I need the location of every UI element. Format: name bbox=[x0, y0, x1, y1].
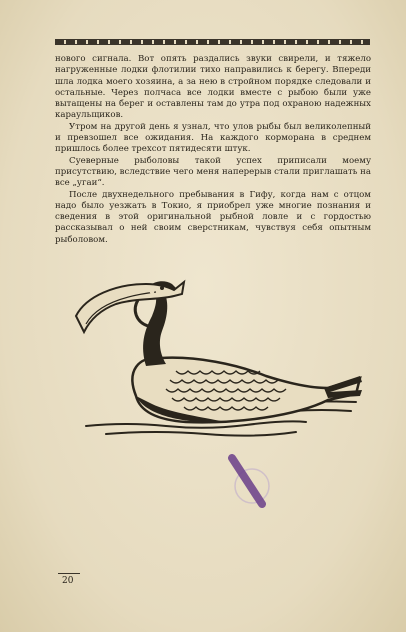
paragraph-1: нового сигнала. Вот опять раздались звуки свирели, и тяжело нагруженные лодки флотилии тихо направились к берегу. Впереди шла лодка моего хозяина, а за нею в стройном порядке следовали и остальные. Через полчаса все лодки вместе с рыбою были уже вытащены на берег и оставлены там до утра под охраною надежных караульщиков. bbox=[55, 54, 371, 121]
ornament-bar bbox=[55, 39, 370, 45]
paragraph-3: Суеверные рыболовы такой успех приписали моему присутствию, вследствие чего меня наперерыв стали приглашать на все „угаи“. bbox=[55, 155, 371, 189]
cormorant-illustration bbox=[66, 276, 362, 441]
page-number: 20 bbox=[62, 576, 74, 586]
page-number-rule bbox=[58, 573, 80, 574]
library-stamp bbox=[226, 452, 274, 512]
header-ornament bbox=[55, 38, 370, 46]
paragraph-2: Утром на другой день я узнал, что улов рыбы был великолепный и превзошел все ожидания. На каждого корморана в среднем пришлось более трехсот пятидесяти штук. bbox=[55, 121, 371, 155]
body-text bbox=[55, 54, 371, 246]
paragraph-4: После двухнедельного пребывания в Гифу, когда нам с отцом надо было уезжать в Токио, я приобрел уже многие познания и сведения в этой оригинальной рыбной ловле и с гордостью рассказывал о ней своим сверстникам, чувствуя себя опытным рыболовом. bbox=[55, 189, 371, 245]
fish bbox=[76, 282, 184, 332]
